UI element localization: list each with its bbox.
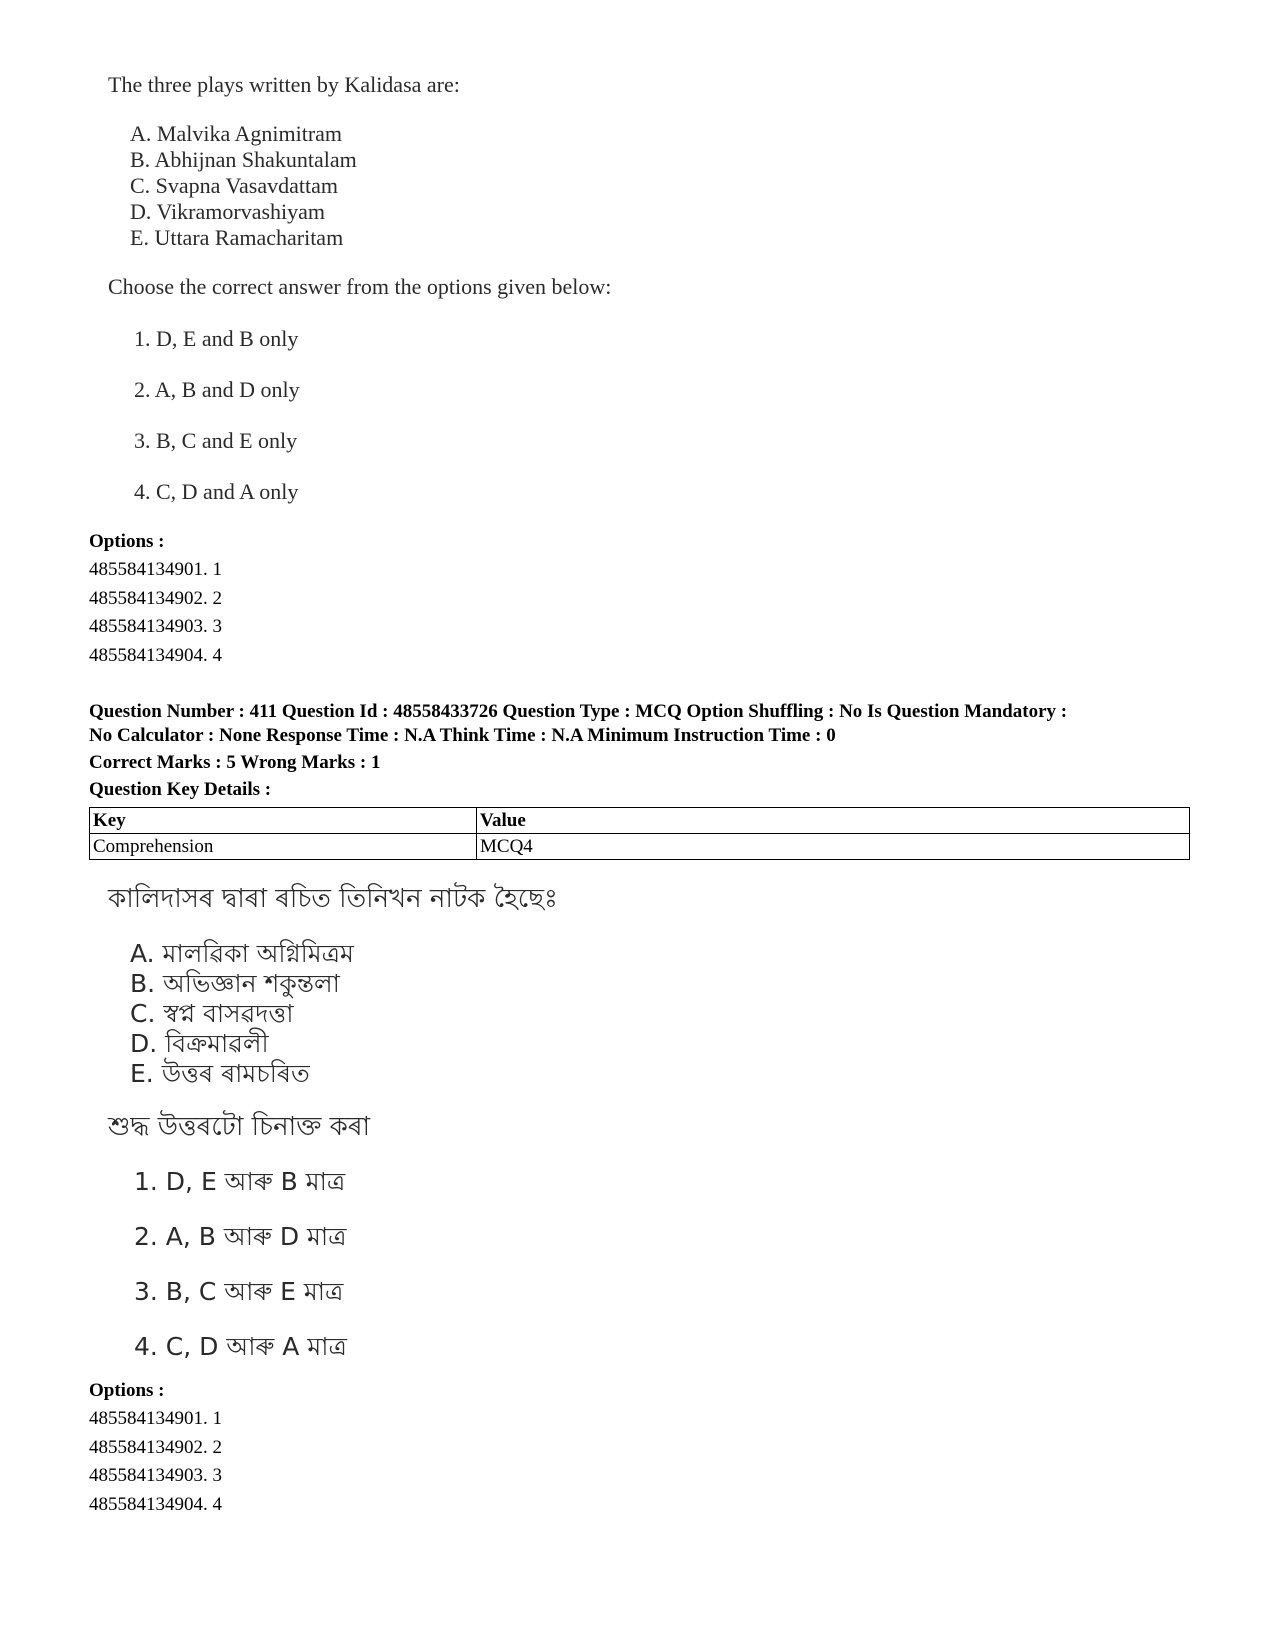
- q2-options-label: Options :: [89, 1380, 165, 1401]
- q2-statement-e: E. উত্তৰ ৰামচৰিত: [130, 1059, 310, 1088]
- q2-options-block: [89, 1377, 222, 1519]
- q2-key-details-label: Question Key Details :: [89, 779, 272, 800]
- q1-choice-4: 4. C, D and A only: [134, 479, 299, 504]
- q2-option-1: 485584134901. 1: [89, 1408, 222, 1429]
- q1-statement-c: C. Svapna Vasavdattam: [130, 173, 338, 198]
- q1-statement-b: B. Abhijnan Shakuntalam: [130, 147, 357, 172]
- q2-meta: [89, 700, 1209, 802]
- q1-statement-e: E. Uttara Ramacharitam: [130, 225, 344, 250]
- q1-options-label: Options :: [89, 531, 165, 552]
- q2-option-3: 485584134903. 3: [89, 1465, 222, 1486]
- q2-statement-d: D. বিক্ৰমাৱলী: [130, 1029, 269, 1058]
- table-header-key: Key: [90, 808, 477, 834]
- table-header-row: [90, 808, 1190, 834]
- q2-key-table: [89, 807, 1190, 860]
- q1-statement-d: D. Vikramorvashiyam: [130, 199, 326, 224]
- q1-choice-1: 1. D, E and B only: [134, 326, 299, 351]
- q2-option-4: 485584134904. 4: [89, 1493, 222, 1515]
- table-cell-value: MCQ4: [477, 834, 1190, 860]
- q2-statement-a: A. মালৱিকা অগ্নিমিত্ৰম: [130, 939, 354, 968]
- q1-statement-a: A. Malvika Agnimitram: [130, 121, 343, 146]
- q1-option-2: 485584134902. 2: [89, 587, 222, 609]
- q2-choice-2: 2. A, B আৰু D মাত্ৰ: [134, 1222, 347, 1251]
- q1-option-1: 485584134901. 1: [89, 559, 222, 580]
- q2-choice-1: 1. D, E আৰু B মাত্ৰ: [134, 1167, 346, 1196]
- q2-choice-4: 4. C, D আৰু A মাত্ৰ: [134, 1332, 347, 1361]
- table-cell-key: Comprehension: [90, 834, 477, 860]
- q2-instruction: শুদ্ধ উত্তৰটো চিনাক্ত কৰা: [108, 1112, 371, 1142]
- q2-stem: কালিদাসৰ দ্বাৰা ৰচিত তিনিখন নাটক হৈছেঃ: [108, 884, 558, 914]
- q2-choice-3: 3. B, C আৰু E মাত্ৰ: [134, 1277, 344, 1306]
- q1-instruction: Choose the correct answer from the options given below:: [108, 274, 612, 299]
- q1-option-3: 485584134903. 3: [89, 616, 222, 637]
- table-header-value: Value: [477, 808, 1190, 834]
- q2-statement-c: C. স্বপ্ন বাসৱদত্তা: [130, 999, 294, 1028]
- q1-stem: The three plays written by Kalidasa are:: [108, 72, 460, 97]
- q1-option-4: 485584134904. 4: [89, 644, 222, 666]
- table-row: [90, 834, 1190, 860]
- q1-choice-2: 2. A, B and D only: [134, 377, 300, 402]
- q2-marks: Correct Marks : 5 Wrong Marks : 1: [89, 752, 381, 773]
- q1-choice-3: 3. B, C and E only: [134, 428, 298, 453]
- q2-statement-b: B. অভিজ্ঞান শকুন্তলা: [130, 969, 340, 998]
- q1-options-block: [89, 528, 222, 670]
- q2-meta-line-2: No Calculator : None Response Time : N.A Think Time : N.A Minimum Instruction Time : 0: [89, 725, 836, 746]
- q2-meta-line-1: Question Number : 411 Question Id : 48558433726 Question Type : MCQ Option Shuffling : No Is Question Mandatory :: [89, 701, 1068, 722]
- q2-option-2: 485584134902. 2: [89, 1436, 222, 1458]
